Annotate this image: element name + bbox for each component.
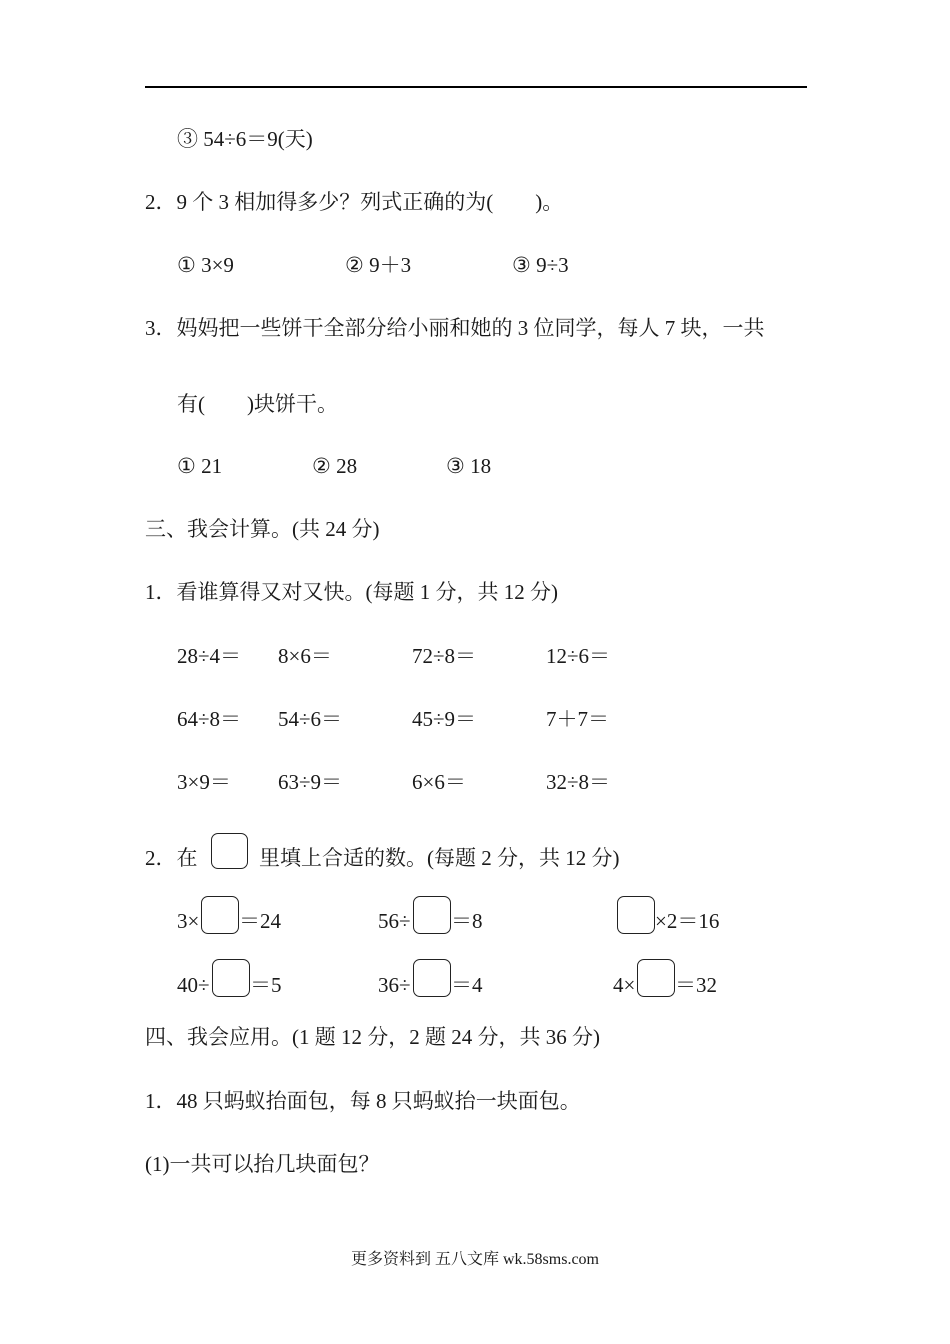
calc-r2-c1: 64÷8＝: [177, 707, 242, 731]
fill-5-box[interactable]: [413, 959, 451, 997]
section4-heading: 四、我会应用。(1 题 12 分，2 题 24 分，共 36 分): [145, 1025, 600, 1049]
section3-p2-title-post: 里填上合适的数。(每题 2 分，共 12 分): [259, 846, 620, 870]
calc-r2-c3: 45÷9＝: [412, 707, 477, 731]
q2-option-2: ② 9＋3: [345, 253, 412, 277]
fill-1-post: ＝24: [239, 909, 281, 933]
q2-stem: 2．9 个 3 相加得多少？列式正确的为( )。: [145, 190, 564, 214]
footer-source: 更多资料到 五八文库 wk.58sms.com: [350, 1251, 599, 1268]
fill-4-post: ＝5: [250, 973, 282, 997]
q3-option-3: ③ 18: [446, 454, 492, 478]
calc-r3-c3: 6×6＝: [412, 770, 466, 794]
fill-4-box[interactable]: [212, 959, 250, 997]
section4-q1-sub1: (1)一共可以抬几块面包？: [145, 1152, 380, 1176]
calc-r1-c4: 12÷6＝: [546, 644, 611, 668]
fill-5-pre: 36÷: [378, 973, 411, 997]
section3-p1-title: 1．看谁算得又对又快。(每题 1 分，共 12 分): [145, 580, 558, 604]
fill-1-pre: 3×: [177, 909, 200, 933]
answer-box-sample: [211, 833, 248, 869]
q2-option-1: ① 3×9: [177, 253, 234, 277]
fill-4-pre: 40÷: [177, 973, 210, 997]
fill-3-post: ×2＝16: [655, 909, 720, 933]
calc-r3-c4: 32÷8＝: [546, 770, 611, 794]
section4-q1: 1．48 只蚂蚁抬面包，每 8 只蚂蚁抬一块面包。: [145, 1089, 581, 1113]
calc-r3-c1: 3×9＝: [177, 770, 231, 794]
q3-option-1: ① 21: [177, 454, 223, 478]
q3-option-2: ② 28: [312, 454, 358, 478]
fill-6-pre: 4×: [613, 973, 636, 997]
q3-stem-line1: 3．妈妈把一些饼干全部分给小丽和她的 3 位同学，每人 7 块，一共: [145, 316, 765, 340]
section3-heading: 三、我会计算。(共 24 分): [145, 517, 380, 541]
calc-r1-c1: 28÷4＝: [177, 644, 242, 668]
calc-r2-c2: 54÷6＝: [278, 707, 343, 731]
calc-r1-c3: 72÷8＝: [412, 644, 477, 668]
top-rule: [145, 86, 807, 88]
fill-2-pre: 56÷: [378, 909, 411, 933]
fill-5-post: ＝4: [451, 973, 483, 997]
q3-stem-line2: 有( )块饼干。: [177, 392, 338, 416]
calc-r1-c2: 8×6＝: [278, 644, 332, 668]
section3-p2-title-pre: 2．在: [145, 846, 198, 870]
q2-option-3: ③ 9÷3: [512, 253, 569, 277]
calc-r2-c4: 7＋7＝: [546, 707, 609, 731]
fill-3-box[interactable]: [617, 896, 655, 934]
fill-6-post: ＝32: [675, 973, 717, 997]
fill-2-post: ＝8: [451, 909, 483, 933]
fill-1-box[interactable]: [201, 896, 239, 934]
fill-6-box[interactable]: [637, 959, 675, 997]
fill-2-box[interactable]: [413, 896, 451, 934]
calc-r3-c2: 63÷9＝: [278, 770, 343, 794]
q1-option-3: ③ 54÷6＝9(天): [177, 127, 313, 151]
